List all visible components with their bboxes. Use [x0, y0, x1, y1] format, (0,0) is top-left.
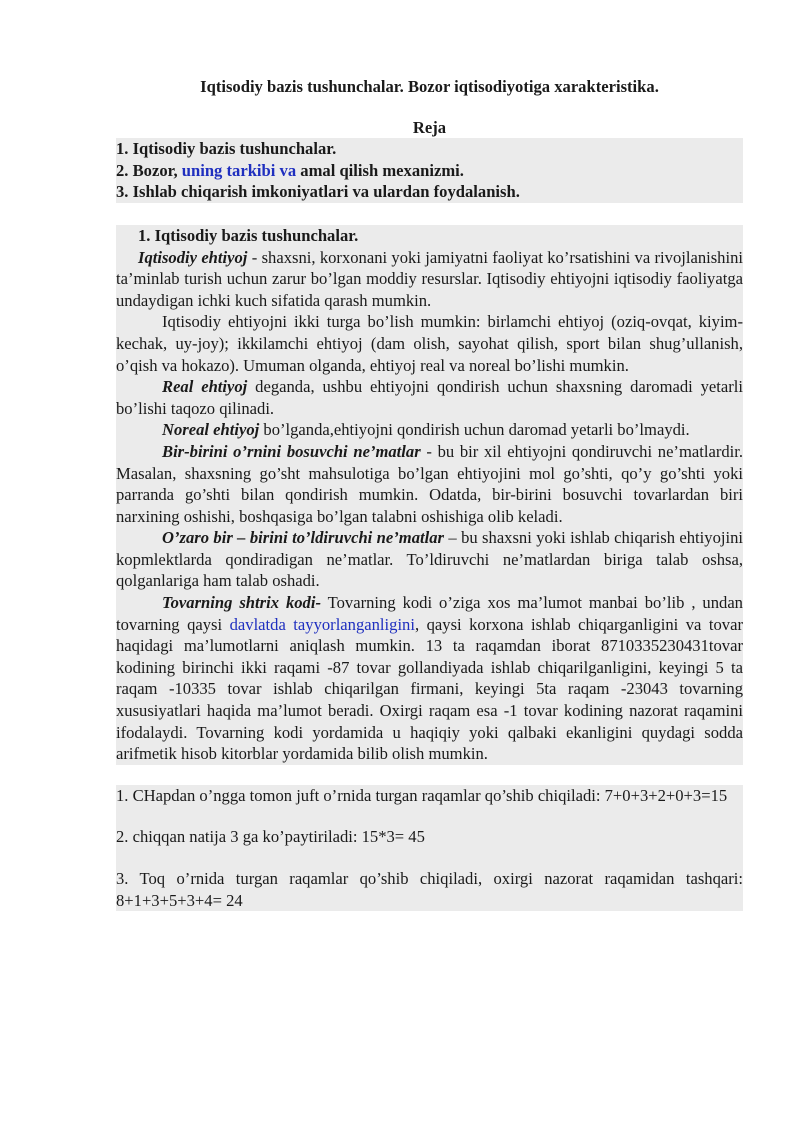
- term-noreal-ehtiyoj: Noreal ehtiyoj: [162, 420, 260, 440]
- plan-item-2-link[interactable]: uning tarkibi va: [181, 160, 297, 180]
- paragraph-text-b: , qaysi korxona ishlab chiqarganligini va tovar haqidagi ma’lumotlarni aniqlash mumkin. 13 ta raqamdan iborat 8710335230431tovar kodining birinchi ikki raqami -87 tovar gollandiyada ishlab chiqarilganligini, keyingi 5 ta raqam -10335 tovar ishlab chiqarilgan firmani, keyingi 5ta raqam -23043 tovarning xususiyatlari haqida ma’lumot beradi. Oxirgi raqam esa -1 tovar kodining nazorat raqamini ifodalaydi. Tovarning kodi yordamida u haqiqiy yoki qalbaki ekanligini quydagi sodda arifmetik hisob kitorblar yordamida bilib olish mumkin.: [116, 614, 743, 764]
- paragraph-toldiruvchi-nematlar: [116, 527, 743, 592]
- paragraph-text: - shaxsni, korxonani yoki jamiyatni faoliyat ko’rsatishini va rivojlanishini ta’minlab turish uchun zarur bo’lgan moddiy resurslar. Iqtisodiy ehtiyojni iqtisodiy faoliyatga undaydigan ichki kuch sifatida qarash mumkin.: [116, 247, 743, 310]
- paragraph-orinbosar-nematlar: [116, 441, 743, 527]
- paragraph-text: deganda, ushbu ehtiyojni qondirish uchun shaxsning daromadi yetarli bo’lishi taqozo qilinadi.: [116, 377, 744, 418]
- term-iqtisodiy-ehtiyoj: Iqtisodiy ehtiyoj: [138, 247, 248, 267]
- plan-item-2-text-a: 2. Bozor,: [116, 160, 182, 180]
- document-page: [116, 76, 743, 911]
- plan-heading: Reja: [412, 117, 447, 137]
- plan-item-2: [116, 160, 743, 182]
- step-item-2: 2. chiqqan natija 3 ga ko’paytiriladi: 15*3= 45: [116, 827, 425, 847]
- plan-item-2-text-b: amal qilish mexanizmi.: [296, 160, 464, 180]
- shtrix-kod-link[interactable]: davlatda tayyorlanganligini: [229, 614, 415, 634]
- plan-list: [116, 138, 743, 203]
- paragraph-text-a: Tovarning kodi o’ziga xos ma’lumot manbai bo’lib , undan tovarning qaysi: [116, 593, 743, 634]
- paragraph-text: - bu bir xil ehtiyojni qondiruvchi ne’matlardir. Masalan, shaxsning go’sht mahsulotiga bo’lgan ehtiyojini mol go’shti, qo’y go’shti yoki parranda go’shti bilan qondirish mumkin. Odatda, bir-birini bosuvchi tovarlardan biri narxining oshishi, boshqasiga bo’lgan talabni oshishiga olib keladi.: [116, 441, 744, 526]
- plan-item-3: 3. Ishlab chiqarish imkoniyatlari va ulardan foydalanish.: [116, 182, 520, 202]
- term-toldiruvchi-nematlar: O’zaro bir – birini to’ldiruvchi ne’matlar: [162, 528, 444, 548]
- step-item-3: 3. Toq o’rnida turgan raqamlar qo’shib chiqiladi, oxirgi nazorat raqamidan tashqari: 8+1+3+5+3+4= 24: [116, 869, 743, 910]
- section-1-heading: 1. Iqtisodiy bazis tushunchalar.: [138, 225, 359, 245]
- term-orinbosar-nematlar: Bir-birini o’rnini bosuvchi ne’matlar: [162, 441, 421, 461]
- document-title: Iqtisodiy bazis tushunchalar. Bozor iqtisodiyotiga xarakteristika.: [200, 77, 659, 96]
- term-shtrix-kod: Tovarning shtrix kodi-: [162, 593, 321, 613]
- paragraph-text: bo’lganda,ehtiyojni qondirish uchun daromad yetarli bo’lmaydi.: [259, 420, 690, 440]
- paragraph-shtrix-kod: [116, 592, 743, 765]
- term-real-ehtiyoj: Real ehtiyoj: [162, 377, 248, 397]
- paragraph-iqtisodiy-ehtiyoj: [116, 247, 743, 312]
- step-item-1: 1. CHapdan o’ngga tomon juft o’rnida turgan raqamlar qo’shib chiqiladi: 7+0+3+2+0+3=15: [116, 785, 728, 805]
- steps-list: [116, 785, 743, 911]
- plan-item-1: 1. Iqtisodiy bazis tushunchalar.: [116, 139, 337, 159]
- section-1: [116, 225, 743, 765]
- paragraph-noreal-ehtiyoj: [116, 419, 743, 441]
- paragraph-ehtiyoj-turlari: Iqtisodiy ehtiyojni ikki turga bo’lish mumkin: birlamchi ehtiyoj (oziq-ovqat, kiyim-kechak, uy-joy); ikkilamchi ehtiyoj (dam olish, sayohat qilish, sport bilan shug’ullanish, o’qish va hokazo). Umuman olganda, ehtiyoj real va noreal bo’lishi mumkin.: [116, 312, 743, 375]
- paragraph-real-ehtiyoj: [116, 376, 743, 419]
- paragraph-text: – bu shaxsni yoki ishlab chiqarish ehtiyojini kopmlektlarda qondiradigan ne’matlar. To’ldiruvchi ne’matlardan biriga talab oshsa, qolganlariga ham talab oshadi.: [116, 528, 743, 591]
